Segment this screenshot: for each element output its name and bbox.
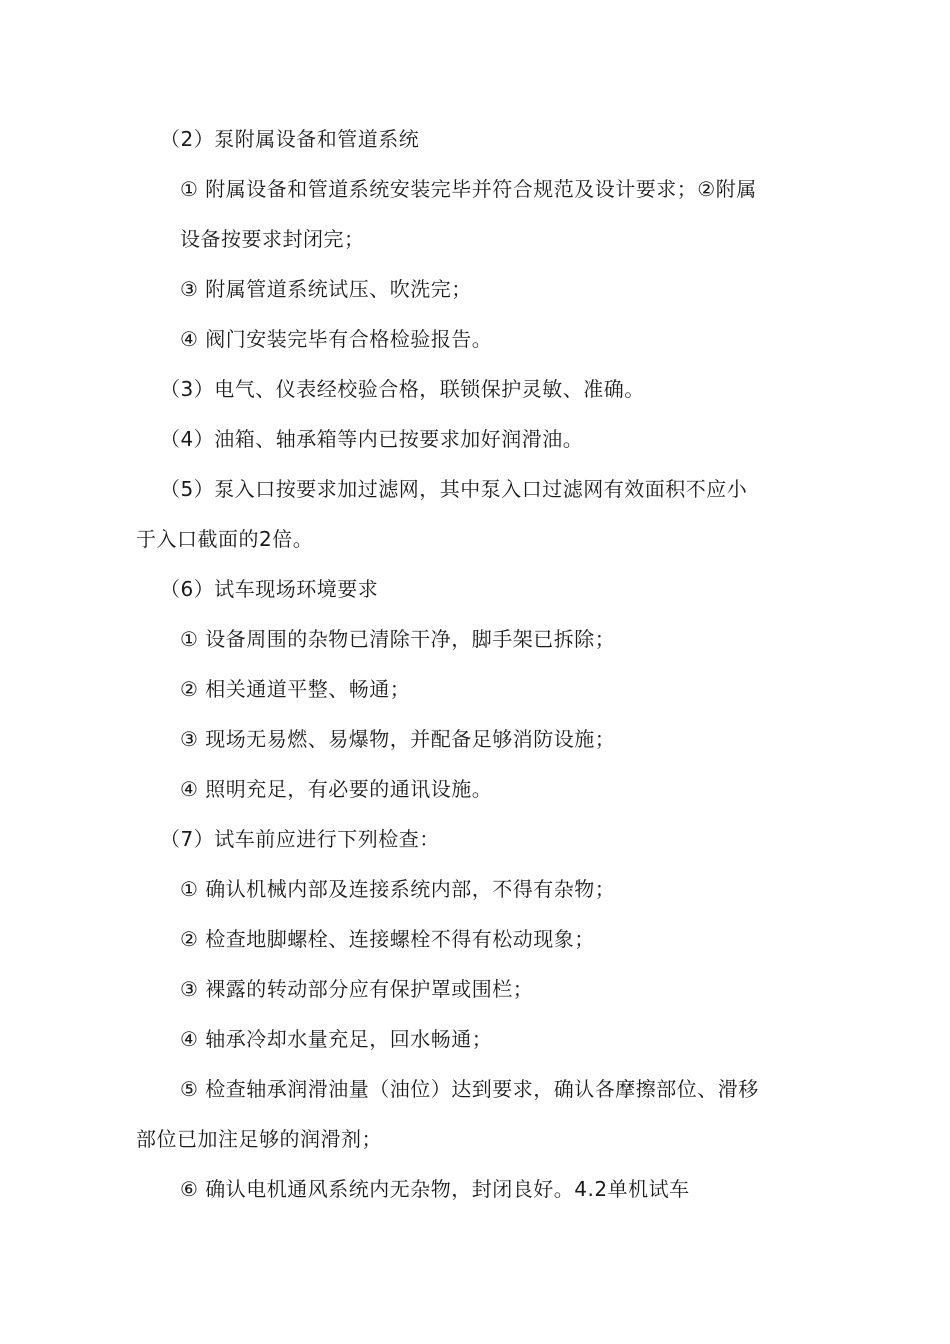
item-auxiliary-3: ③ 附属管道系统试压、吹洗完； [180,277,472,301]
heading-filter: （5）泵入口按要求加过滤网，其中泵入口过滤网有效面积不应小 [160,477,748,501]
item-check-5-cont: 部位已加注足够的润滑剂； [136,1127,382,1151]
item-environment-1: ① 设备周围的杂物已清除干净，脚手架已拆除； [180,627,616,651]
heading-electrical: （3）电气、仪表经校验合格，联锁保护灵敏、准确。 [160,377,645,401]
item-check-2: ② 检查地脚螺栓、连接螺栓不得有松动现象； [180,927,595,951]
item-check-4: ④ 轴承冷却水量充足，回水畅通； [180,1027,493,1051]
item-check-3: ③ 裸露的转动部分应有保护罩或围栏； [180,977,534,1001]
item-environment-4: ④ 照明充足，有必要的通讯设施。 [180,777,493,801]
heading-filter-cont: 于入口截面的2倍。 [136,527,314,551]
heading-pump-auxiliary: （2）泵附属设备和管道系统 [160,127,420,151]
heading-oil: （4）油箱、轴承箱等内已按要求加好润滑油。 [160,427,584,451]
item-check-5: ⑤ 检查轴承润滑油量（油位）达到要求，确认各摩擦部位、滑移 [180,1077,759,1101]
item-environment-3: ③ 现场无易燃、易爆物，并配备足够消防设施； [180,727,616,751]
item-auxiliary-4: ④ 阀门安装完毕有合格检验报告。 [180,327,493,351]
heading-pre-check: （7）试车前应进行下列检查： [160,827,440,851]
item-check-1: ① 确认机械内部及连接系统内部，不得有杂物； [180,877,616,901]
heading-environment: （6）试车现场环境要求 [160,577,379,601]
item-auxiliary-1-cont: 设备按要求封闭完； [180,227,365,251]
item-check-6: ⑥ 确认电机通风系统内无杂物，封闭良好。4.2单机试车 [180,1177,690,1201]
item-auxiliary-1: ① 附属设备和管道系统安装完毕并符合规范及设计要求；②附属 [180,177,757,201]
item-environment-2: ② 相关通道平整、畅通； [180,677,411,701]
